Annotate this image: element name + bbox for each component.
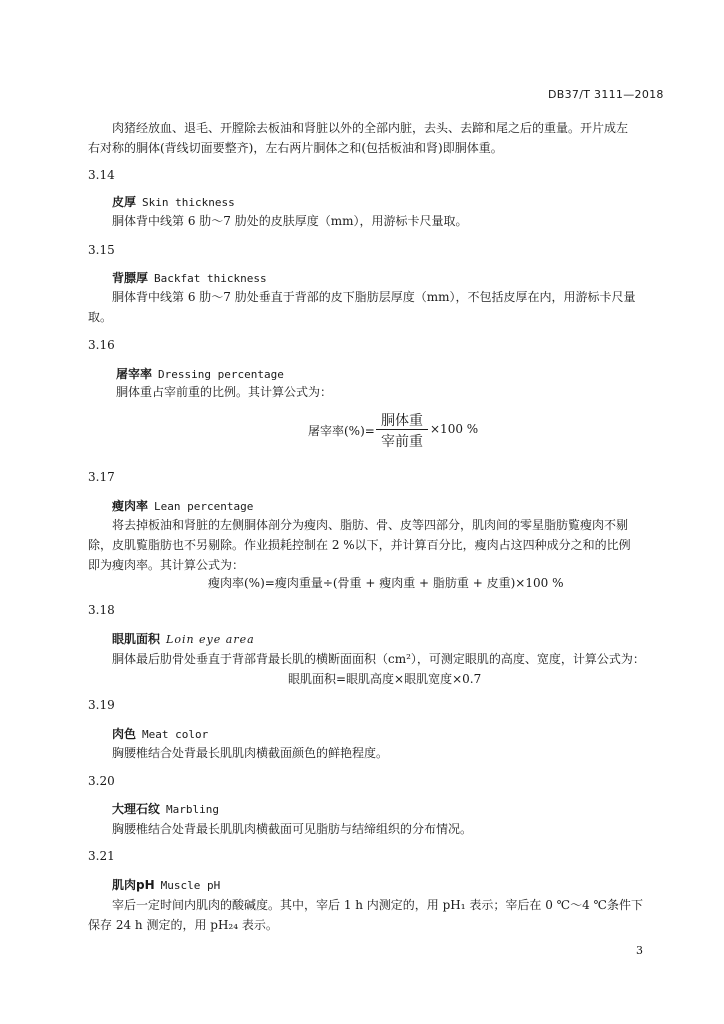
definition-line: 胴体重占宰前重的比例。其计算公式为： — [116, 385, 333, 399]
fraction-bar — [376, 429, 428, 430]
term-zh: 眼肌面积 — [112, 632, 161, 646]
definition-line: 胴体最后肋骨处垂直于背部背最长肌的横断面面积（cm²），可测定眼肌的高度、宽度，计算公式为： — [112, 652, 645, 666]
definition-line: 胴体背中线第 6 肋～7 肋处垂直于背部的皮下脂肪层厚度（mm），不包括皮厚在内，用游标卡尺量 — [112, 290, 636, 304]
term-zh: 瘦肉率 — [112, 499, 149, 513]
term-heading — [112, 630, 255, 647]
term-heading — [112, 497, 253, 514]
section-number: 3.19 — [88, 698, 115, 712]
lean-formula: 瘦肉率(%)=瘦肉重量÷(骨重 + 瘦肉重 + 脂肪重 + 皮重)×100 % — [208, 576, 564, 590]
definition-line: 将去掉板油和肾脏的左侧胴体剖分为瘦肉、脂肪、骨、皮等四部分，肌肉间的零星脂肪覧瘦肉不剔 — [112, 518, 629, 532]
term-en: Muscle pH — [160, 879, 221, 892]
definition-line: 即为瘦肉率。其计算公式为： — [88, 558, 245, 572]
formula-fraction — [376, 410, 428, 451]
formula-denominator: 宰前重 — [381, 434, 423, 450]
page-number: 3 — [636, 944, 643, 957]
standard-code: DB37/T 3111—2018 — [548, 88, 664, 101]
term-en: Dressing percentage — [158, 368, 284, 381]
definition-line: 宰后一定时间内肌肉的酸碱度。其中，宰后 1 h 内测定的，用 pH₁ 表示；宰后在 0 ℃～4 ℃条件下 — [112, 898, 643, 912]
term-en: Loin eye area — [166, 633, 255, 646]
term-heading — [112, 876, 220, 893]
term-zh: 皮厚 — [112, 195, 137, 209]
term-en: Backfat thickness — [154, 272, 267, 285]
term-zh: 屠宰率 — [116, 367, 153, 381]
section-number: 3.18 — [88, 603, 115, 617]
term-heading — [112, 725, 208, 742]
definition-line: 取。 — [88, 310, 113, 324]
term-heading — [112, 193, 235, 210]
section-number: 3.14 — [88, 168, 115, 182]
term-zh: 大理石纹 — [112, 802, 161, 816]
section-number: 3.15 — [88, 243, 115, 257]
formula-rhs: ×100 % — [430, 422, 479, 436]
term-en: Skin thickness — [142, 196, 235, 209]
term-en: Lean percentage — [154, 500, 254, 513]
term-en: Meat color — [142, 728, 209, 741]
section-number: 3.16 — [88, 338, 115, 352]
section-number: 3.20 — [88, 774, 115, 788]
definition-line: 除，皮肌覧脂肪也不另剔除。作业损耗控制在 2 %以下，并计算百分比，瘦肉占这四种成分之和的比例 — [88, 538, 631, 552]
formula-numerator: 胴体重 — [381, 413, 423, 429]
term-heading — [116, 365, 284, 382]
definition-line: 保存 24 h 测定的，用 pH₂₄ 表示。 — [88, 918, 278, 932]
section-number: 3.17 — [88, 470, 115, 484]
formula-lhs: 屠宰率(%)= — [308, 424, 375, 438]
term-heading — [112, 269, 267, 286]
definition-line: 胴体背中线第 6 肋～7 肋处的皮肤厚度（mm），用游标卡尺量取。 — [112, 214, 468, 228]
term-zh: 背膘厚 — [112, 271, 149, 285]
term-zh: 肌肉pH — [112, 878, 155, 892]
intro-line-1: 肉猪经放血、退毛、开膛除去板油和肾脏以外的全部内脏，去头、去蹄和尾之后的重量。开片成左 — [112, 121, 629, 135]
definition-line: 胸腰椎结合处背最长肌肌肉横截面颜色的鲜艳程度。 — [112, 746, 389, 760]
term-en: Marbling — [166, 803, 219, 816]
term-heading — [112, 800, 219, 817]
loin-eye-formula: 眼肌面积=眼肌高度×眼肌宽度×0.7 — [288, 672, 482, 686]
section-number: 3.21 — [88, 849, 115, 863]
definition-line: 胸腰椎结合处背最长肌肌肉横截面可见脂肪与结缔组织的分布情况。 — [112, 822, 473, 836]
intro-line-2: 右对称的胴体(背线切面要整齐)，左右两片胴体之和(包括板油和肾)即胴体重。 — [88, 141, 503, 155]
term-zh: 肉色 — [112, 727, 137, 741]
